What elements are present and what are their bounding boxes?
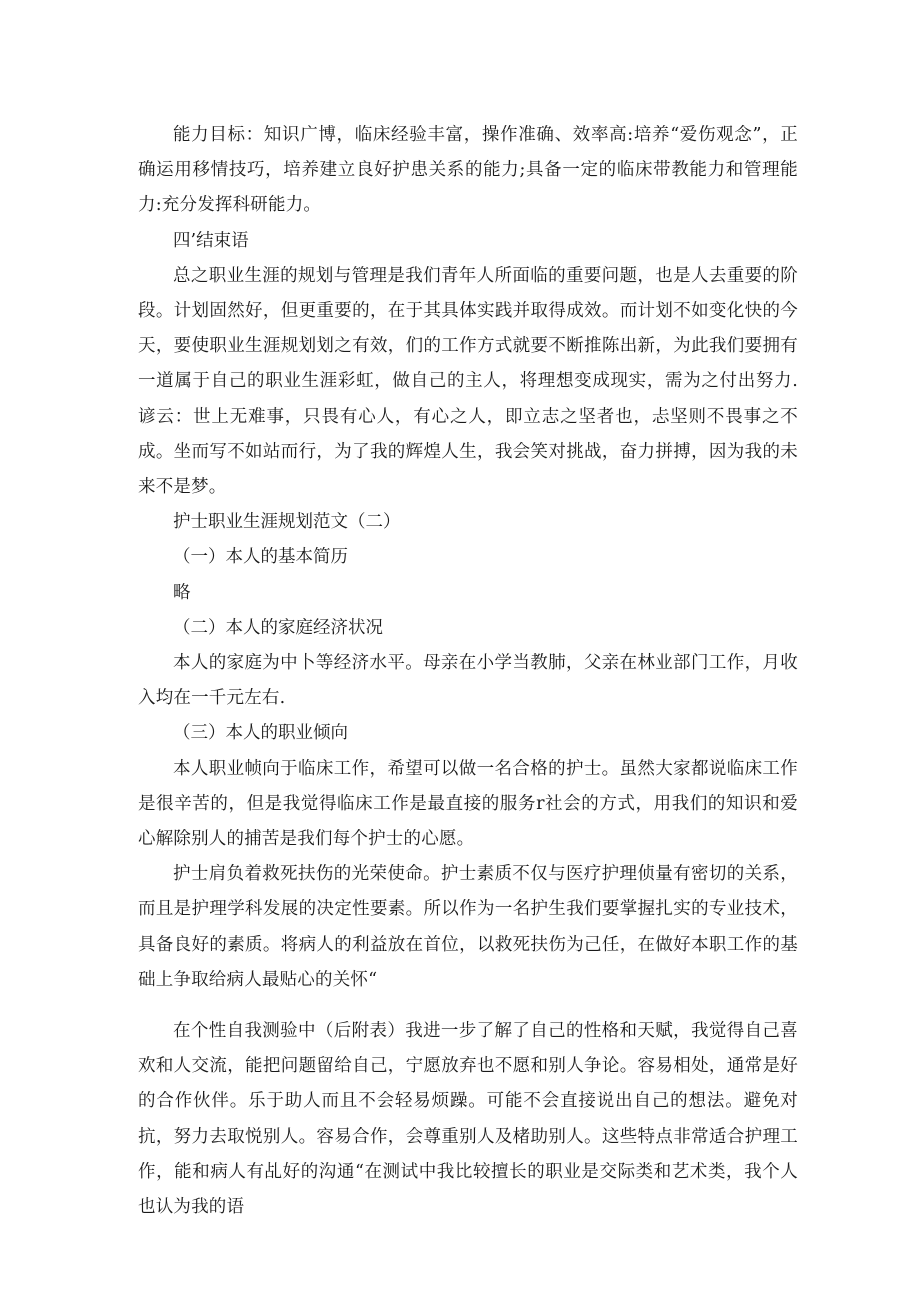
section-heading-family-economy: （二）本人的家庭经济状况 — [173, 617, 383, 638]
document-page — [138, 118, 798, 1225]
paragraph-personality-test: 在个性自我测验中（后附表）我进一步了解了自己的性格和天赋，我觉得自己喜欢和人交流，能把问题留给自己，宁愿放弃也不愿和别人争论。容易相处，通常是好的合作伙伴。乐于助人而且不会轻易烦躁。可能不会直接说出自己的想法。避免对抗，努力去取悦别人。容易合作，会尊重别人及楮助别人。这些特点非常适合护理工作，能和病人有乩好的沟通“在测试中我比较擅长的职业是交际类和艺术类，我个人也认为我的语 — [138, 1021, 798, 1218]
paragraph-career-tendency: 本人职业帧向于临床工作，希望可以做一名合格的护士。虽然大家都说临床工作是很辛苦的，但是我觉得临床工作是最直接的服务r社会的方式，用我们的知识和爱心解除别人的捕苦是我们每个护士的心愿。 — [138, 758, 798, 850]
paragraph-nurse-mission: 护士肩负着救死扶伤的光荣使命。护士素质不仅与医疗护理侦量有密切的关系，而且是护理学科发展的决定性要素。所以作为一名护生我们要掌握扎实的专业技术，具备良好的素质。将病人的利益放在首位，以救死扶伤为己任，在做好本职工作的基础上争取给病人最贴心的关怀“ — [138, 864, 798, 990]
section-heading-career-tendency: （三）本人的职业倾向 — [173, 723, 348, 744]
paragraph-omitted: 略 — [173, 582, 191, 603]
section-heading-basic-resume: （一）本人的基本简历 — [173, 547, 348, 568]
section-heading-conclusion: 四’结束语 — [173, 230, 249, 251]
paragraph-ability-goals: 能力目标：知识广博，临床经验丰富，操作准确、效率高:培养“爱伤观念”，正确运用移情技巧，培养建立良好护患关系的能力;具备一定的临床带教能力和管理能力:充分发挥科研能力。 — [138, 125, 798, 216]
paragraph-conclusion: 总之职业生涯的规划与管理是我们青年人所面临的重要问题，也是人去重要的阶段。计划固然好，但更重要的，在于其具体实践并取得成效。而计划不如变化快的今天，要使职业生涯规划划之有效，们的工作方式就要不断推陈出新，为此我们要拥有一道属于自己的职业生涯彩虹，做自己的主人，将理想变成现实，需为之付出努力.谚云：世上无难事，只畏有心人，有心之人，即立志之坚者也，忐坚则不畏事之不成。坐而写不如站而行，为了我的辉煌人生，我会笑对挑战，奋力拼搏，因为我的未来不是梦。 — [138, 265, 798, 498]
paragraph-family-economy: 本人的家庭为中卜等经济水平。母亲在小学当教肺，父亲在林业部门工作，月收入均在一千元左右. — [138, 653, 798, 709]
document-title-nurse-plan-2: 护士职业生涯规划范文（二） — [173, 512, 401, 533]
paragraph-gap — [138, 998, 798, 1014]
